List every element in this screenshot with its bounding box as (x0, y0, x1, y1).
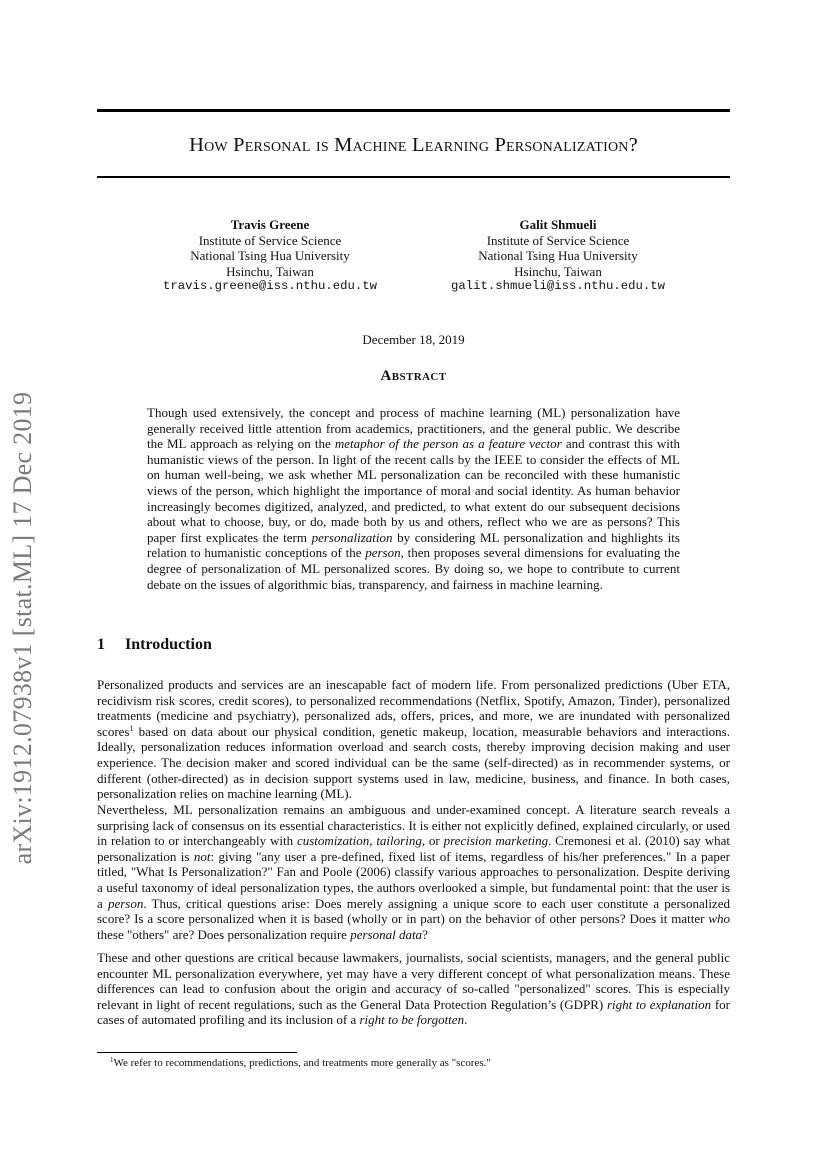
footnote-reference[interactable]: 1 (129, 723, 134, 733)
footnote (110, 1057, 491, 1069)
author-location: Hsinchu, Taiwan (226, 263, 314, 279)
title-bottom-rule (97, 176, 730, 178)
footnote-text: We refer to recommendations, predictions, and treatments more generally as "scores." (113, 1057, 491, 1069)
author-university: National Tsing Hua University (478, 248, 638, 264)
section-number: 1 (97, 636, 105, 653)
body-paragraph: Nevertheless, ML personalization remains an ambiguous and under-examined concept. A literature search reveals a surprising lack of consensus on its essential characteristics. It is either not explicitly defined, explained circularly, or used in relation to or interchangeably with customization, tailoring, or precision marketing. Cremonesi et al. (2010) say what personalization is not: giving "any user a pre-defined, fixed list of items, regardless of his/her preferences." In a paper titled, "What Is Personalization?" Fan and Poole (2006) classify various approaches to personalization. Despite deriving a useful taxonomy of ideal personalization types, the authors overlooked a simple, but fundamental point: that the user is a person. Thus, critical questions arise: Does merely assigning a unique score to each user constitute a personalized score? Is a score personalized when it is based (wholly or in part) on the behavior of other persons? Does it matter who these "others" are? Does personalization require personal data? (97, 802, 731, 942)
body-paragraph: Personalized products and services are an inescapable fact of modern life. From personalized predictions (Uber ETA, recidivism risk scores, credit scores), to personalized recommendations (Netflix, Spotify, Amazon, Tinder), personalized treatments (medicine and psychiatry), personalized ads, offers, prices, and more, we are inundated with personalized scores$^1$ based on data about our physical condition, genetic makeup, location, measurable behaviors and interactions. Ideally, personalization reduces information overload and search costs, thereby improving decision making and user experience. The decision maker and scored individual can be the same (self-directed) as in recommender systems, or different (other-directed) as in decision support systems used in law, medicine, business, and finance. In both cases, personalization relies on machine learning (ML). (97, 677, 730, 802)
author-institute: Institute of Service Science (486, 232, 630, 248)
footnote-rule (97, 1052, 297, 1053)
author-name: Travis Greene (230, 217, 310, 232)
body-paragraph: These and other questions are critical because lawmakers, journalists, social scientists, managers, and the general public encounter ML personalization everywhere, yet may have a very different concept of what personalization means. These differences can lead to confusion about the origin and accuracy of so-called "personalized" scores. This is especially relevant in light of recent regulations, such as the General Data Protection Regulation’s (GDPR) right to explanation for cases of automated profiling and its inclusion of a right to be forgotten. (97, 950, 730, 1028)
author-email[interactable]: galit.shmueli@iss.nthu.edu.tw (450, 279, 665, 294)
author-location: Hsinchu, Taiwan (514, 263, 602, 279)
title-top-rule (97, 109, 730, 112)
section-heading (97, 636, 212, 654)
author-block (428, 217, 688, 295)
author-block (140, 217, 400, 295)
publication-date: December 18, 2019 (362, 332, 465, 347)
arxiv-id: arXiv:1912.07938v1 [stat.ML] 17 Dec 2019 (8, 391, 37, 864)
arxiv-sidebar-stamp (7, 355, 39, 900)
author-name: Galit Shmueli (519, 217, 597, 232)
paper-title: How Personal is Machine Learning Personalization? (189, 134, 638, 156)
author-email[interactable]: travis.greene@iss.nthu.edu.tw (162, 279, 377, 294)
author-institute: Institute of Service Science (198, 232, 342, 248)
footnote-mark: 1 (110, 1056, 114, 1064)
section-title: Introduction (125, 636, 212, 653)
abstract-heading: Abstract (380, 368, 447, 384)
abstract-text: Though used extensively, the concept and process of machine learning (ML) personalization have generally received little attention from academics, practitioners, and the general public. We describe the ML approach as relying on the metaphor of the person as a feature vector and contrast this with humanistic views of the person. In light of the recent calls by the IEEE to consider the effects of ML on human well-being, we ask whether ML personalization can be reconciled with these humanistic views of the person, which highlight the importance of moral and social identity. As human behavior increasingly becomes digitized, analyzed, and predicted, to what extent do our subsequent decisions about what to choose, buy, or do, made both by us and others, reflect who we are as persons? This paper first explicates the term personalization by considering ML personalization and highlights its relation to humanistic conceptions of the person, then proposes several dimensions for evaluating the degree of personalization of ML personalized scores. By doing so, we hope to contribute to current debate on the issues of algorithmic bias, transparency, and fairness in machine learning. (147, 405, 680, 592)
author-university: National Tsing Hua University (190, 248, 350, 264)
